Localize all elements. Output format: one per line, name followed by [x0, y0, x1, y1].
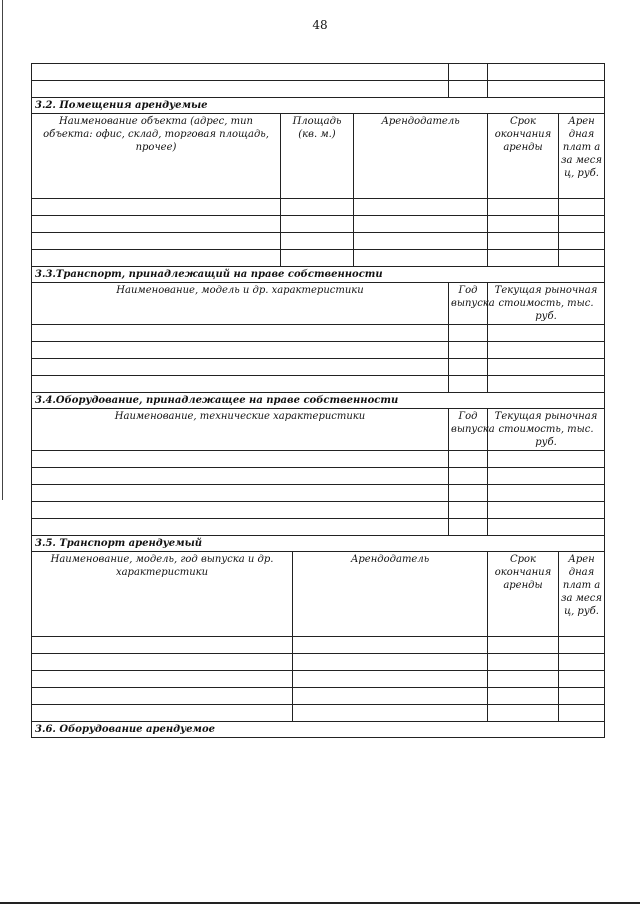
form-table — [31, 63, 605, 738]
column-header: Арен дная плат а за меся ц, руб. — [559, 114, 605, 199]
table-row — [32, 451, 605, 468]
column-header: Текущая рыночная стоимость, тыс. руб. — [488, 283, 605, 325]
column-header: Текущая рыночная стоимость, тыс. руб. — [488, 409, 605, 451]
table-row — [32, 705, 605, 722]
table-row — [32, 654, 605, 671]
table-row — [32, 325, 605, 342]
table-row — [32, 233, 605, 250]
section-3-4-title-row — [32, 393, 605, 409]
table-row — [32, 637, 605, 654]
table-row — [32, 216, 605, 233]
section-3-5-header-row — [32, 552, 605, 637]
table-row — [32, 485, 605, 502]
table-row — [32, 519, 605, 536]
section-title: 3.4.Оборудование, принадлежащее на праве собственности — [32, 393, 605, 409]
column-header: Арендодатель — [354, 114, 488, 199]
table-row — [32, 502, 605, 519]
column-header: Арендодатель — [293, 552, 488, 637]
table-row — [32, 376, 605, 393]
column-header: Площадь (кв. м.) — [281, 114, 354, 199]
column-header: Срок окончания аренды — [488, 552, 559, 637]
section-title: 3.3.Транспорт, принадлежащий на праве собственности — [32, 267, 605, 283]
section-3-2-header-row — [32, 114, 605, 199]
column-header: Наименование, модель, год выпуска и др. характеристики — [32, 552, 293, 637]
form-wrapper — [31, 63, 604, 738]
table-row — [32, 199, 605, 216]
page-number: 48 — [312, 18, 328, 32]
section-3-2-title-row — [32, 98, 605, 114]
section-3-5-title-row — [32, 536, 605, 552]
section-3-4-header-row — [32, 409, 605, 451]
column-header: Наименование объекта (адрес, тип объекта: офис, склад, торговая площадь, прочее) — [32, 114, 281, 199]
column-header: Наименование, технические характеристики — [32, 409, 449, 451]
table-row — [32, 671, 605, 688]
column-header: Год выпуска — [449, 409, 488, 451]
table-row — [32, 468, 605, 485]
table-row — [32, 64, 605, 81]
table-row — [32, 359, 605, 376]
section-title: 3.5. Транспорт арендуемый — [32, 536, 605, 552]
section-3-3-title-row — [32, 267, 605, 283]
section-title: 3.2. Помещения арендуемые — [32, 98, 605, 114]
section-3-6-title-row — [32, 722, 605, 738]
scan-bottom-edge — [0, 902, 640, 904]
column-header: Год выпуска — [449, 283, 488, 325]
table-row — [32, 688, 605, 705]
table-row — [32, 81, 605, 98]
column-header: Наименование, модель и др. характеристики — [32, 283, 449, 325]
scan-edge-line — [2, 0, 3, 500]
section-title: 3.6. Оборудование арендуемое — [32, 722, 605, 738]
column-header: Арен дная плат а за меся ц, руб. — [559, 552, 605, 637]
column-header: Срок окончания аренды — [488, 114, 559, 199]
section-3-3-header-row — [32, 283, 605, 325]
table-row — [32, 250, 605, 267]
table-row — [32, 342, 605, 359]
